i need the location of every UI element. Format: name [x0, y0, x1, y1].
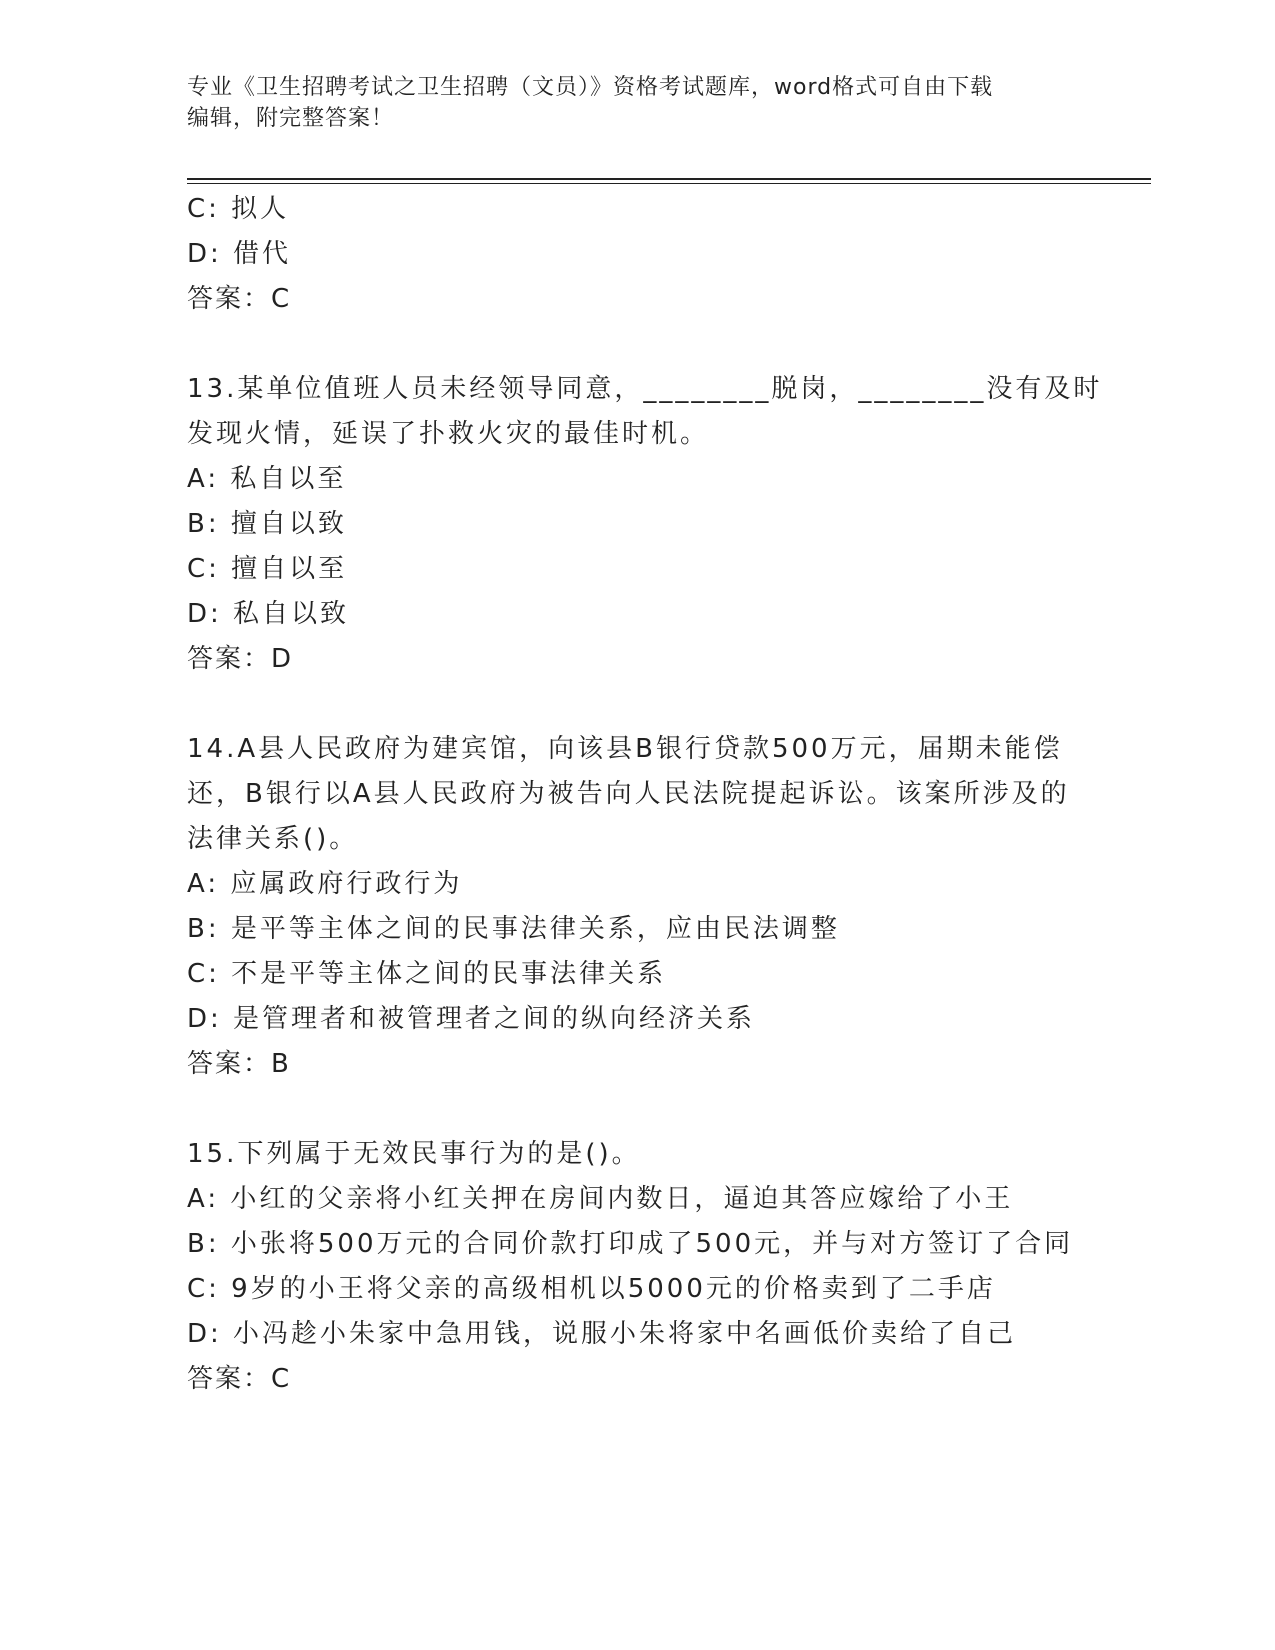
option-a: A: 小红的父亲将小红关押在房间内数日，逼迫其答应嫁给了小王: [187, 1184, 1014, 1214]
page-header: [187, 72, 1067, 134]
question-text-line: 15.下列属于无效民事行为的是()。: [187, 1139, 641, 1169]
option-d: D: 是管理者和被管理者之间的纵向经济关系: [187, 1004, 756, 1034]
header-line-1: 专业《卫生招聘考试之卫生招聘（文员）》资格考试题库，word格式可自由下载: [187, 75, 994, 100]
question-text-line: 13.某单位值班人员未经领导同意，________脱岗，________没有及时: [187, 374, 1103, 404]
question-text-line: 14.A县人民政府为建宾馆，向该县B银行贷款500万元，届期未能偿: [187, 734, 1063, 764]
answer-line: 答案：C: [187, 1364, 292, 1394]
header-divider-thick: [187, 178, 1151, 180]
answer-line: 答案：B: [187, 1049, 291, 1079]
option-c: C: 擅自以至: [187, 554, 348, 584]
option-d: D: 小冯趁小朱家中急用钱，说服小朱将家中名画低价卖给了自己: [187, 1319, 1017, 1349]
option-c: C: 9岁的小王将父亲的高级相机以5000元的价格卖到了二手店: [187, 1274, 996, 1304]
option-b: B: 小张将500万元的合同价款打印成了500元，并与对方签订了合同: [187, 1229, 1074, 1259]
question-list: [187, 187, 1103, 1402]
answer-line: 答案：D: [187, 644, 294, 674]
question-spacer: [187, 682, 1087, 727]
option-a: A: 私自以至: [187, 464, 347, 494]
option-d: D: 私自以致: [187, 599, 350, 629]
question-text-line: 发现火情，延误了扑救火灾的最佳时机。: [187, 419, 710, 449]
option-a: A: 应属政府行政行为: [187, 869, 463, 899]
question-spacer: [187, 1087, 1087, 1132]
option-c: C: 不是平等主体之间的民事法律关系: [187, 959, 667, 989]
option-d: D: 借代: [187, 239, 292, 269]
option-b: B: 擅自以致: [187, 509, 347, 539]
question-spacer: [187, 322, 1087, 367]
answer-line: 答案：C: [187, 284, 292, 314]
question-15: [187, 1132, 1087, 1402]
question-text-line: 还，B银行以A县人民政府为被告向人民法院提起诉讼。该案所涉及的: [187, 779, 1070, 809]
question-14: [187, 727, 1087, 1087]
header-line-2: 编辑，附完整答案！: [187, 106, 395, 131]
option-b: B: 是平等主体之间的民事法律关系，应由民法调整: [187, 914, 840, 944]
option-c: C: 拟人: [187, 194, 290, 224]
header-divider-thin: [187, 183, 1151, 184]
question-13: [187, 367, 1103, 682]
question-text-line: 法律关系()。: [187, 824, 359, 854]
question-12-tail: [187, 187, 1087, 322]
